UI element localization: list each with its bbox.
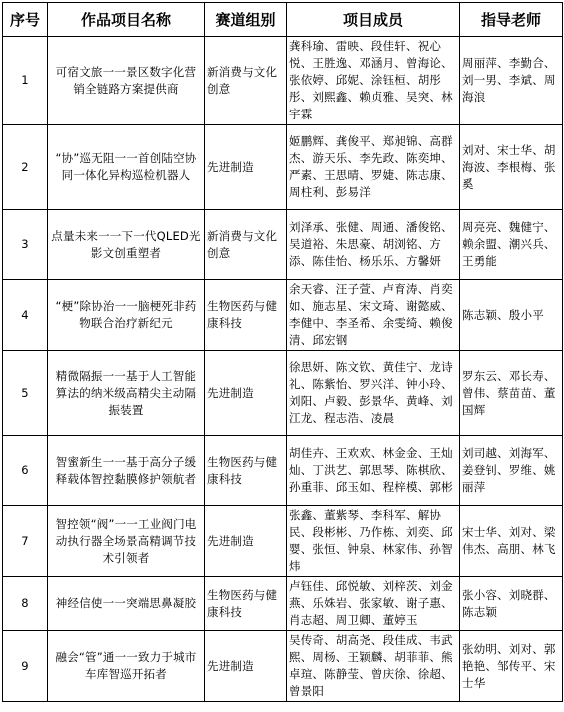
members: 徐思妍、陈文钦、黄佳宁、龙诗礼、陈紫怡、罗兴洋、钟小玲、刘阳、卢毅、彭景华、黄峰、刘江龙、程志浩、凌晨 <box>287 351 460 436</box>
table-row <box>3 210 563 280</box>
members: 刘泽承、张健、周通、潘俊铭、吴道裕、朱思豪、胡浏铭、方添、陈佳怡、杨乐乐、方馨妍 <box>287 210 460 280</box>
advisors: 周亮亮、魏健宁、赖余盟、潮兴兵、王勇能 <box>460 210 563 280</box>
row-number: 3 <box>3 210 48 280</box>
members: 胡佳卉、王欢欢、林金金、王灿灿、丁洪艺、郭思琴、陈棋欣、孙重菲、邱玉如、程梓模、郭彬 <box>287 436 460 506</box>
track: 生物医药与健康科技 <box>205 436 287 506</box>
track: 新消费与文化创意 <box>205 210 287 280</box>
advisors: 刘司越、刘海军、姜登钊、罗维、姚丽萍 <box>460 436 563 506</box>
advisors: 周丽萍、李勤合、刘一男、李斌、周海浪 <box>460 37 563 125</box>
project-name: “协”巡无阻一一首创陆空协同一体化异构巡检机器人 <box>48 125 205 210</box>
row-number: 2 <box>3 125 48 210</box>
track: 生物医药与健康科技 <box>205 577 287 631</box>
advisors: 张幼明、刘对、郭艳艳、邹传平、宋士华 <box>460 631 563 702</box>
table-row <box>3 506 563 577</box>
advisors: 宋士华、刘对、梁伟杰、高朋、林飞 <box>460 506 563 577</box>
table-row <box>3 280 563 351</box>
header-number: 序号 <box>3 3 48 37</box>
header-advisors: 指导老师 <box>460 3 563 37</box>
row-number: 1 <box>3 37 48 125</box>
row-number: 5 <box>3 351 48 436</box>
header-project-name: 作品项目名称 <box>48 3 205 37</box>
project-name: 点量未来一一下一代QLED光影文创重塑者 <box>48 210 205 280</box>
table-row <box>3 37 563 125</box>
members: 余天睿、汪子萱、卢育涛、肖奕如、施志星、宋文琦、谢懿威、李健中、李圣希、余雯绮、赖俊清、邱宏钢 <box>287 280 460 351</box>
track: 新消费与文化创意 <box>205 37 287 125</box>
track: 先进制造 <box>205 631 287 702</box>
advisors: 罗东云、邓长寿、曾伟、蔡苗苗、董国辉 <box>460 351 563 436</box>
award-table <box>2 2 563 702</box>
advisors: 陈志颖、殷小平 <box>460 280 563 351</box>
table-row <box>3 577 563 631</box>
members: 张鑫、董紫琴、李科军、解协民、段彬彬、乃作栋、刘奕、邱婴、张恒、钟泉、林家伟、孙智炜 <box>287 506 460 577</box>
advisors: 刘对、宋士华、胡海波、李根梅、张奚 <box>460 125 563 210</box>
advisors: 张小容、刘晓群、陈志颖 <box>460 577 563 631</box>
project-name: 智蜜新生一一基于高分子缓释载体智控黏膜修护领航者 <box>48 436 205 506</box>
project-name: 神经信使一一突端思鼻凝胶 <box>48 577 205 631</box>
track: 生物医药与健康科技 <box>205 280 287 351</box>
row-number: 9 <box>3 631 48 702</box>
track: 先进制造 <box>205 125 287 210</box>
table-row <box>3 351 563 436</box>
header-row <box>3 3 563 37</box>
project-name: 精微隔振一一基于人工智能算法的纳米级高精尖主动隔振装置 <box>48 351 205 436</box>
project-name: “梗”除协治一一脑梗死非药物联合治疗新纪元 <box>48 280 205 351</box>
row-number: 7 <box>3 506 48 577</box>
members: 卢钰佳、邱悦敏、刘梓茨、刘金燕、乐姝岩、张家敏、谢子惠、肖志超、周卫卿、董婷玉 <box>287 577 460 631</box>
project-name: 可宿文旅一一景区数字化营销全链路方案提供商 <box>48 37 205 125</box>
row-number: 8 <box>3 577 48 631</box>
row-number: 6 <box>3 436 48 506</box>
members: 龚科瑜、雷映、段佳轩、祝心悦、王胜逸、邓涵月、曾海论、张依婷、邱妮、涂钰桓、胡彤彤、刘熙鑫、赖贞雅、吴突、林宇霖 <box>287 37 460 125</box>
header-members: 项目成员 <box>287 3 460 37</box>
members: 吴传奇、胡高尧、段佳成、韦武熙、周杨、王颖麟、胡菲菲、熊卓瑄、陈静莹、曾庆徐、徐超、曾景阳 <box>287 631 460 702</box>
project-name: 融会“管”通一一致力于城市车库智巡开拓者 <box>48 631 205 702</box>
track: 先进制造 <box>205 506 287 577</box>
project-name: 智控领“阀”一一工业阀门电动执行器全场景高精调节技术引领者 <box>48 506 205 577</box>
header-track: 赛道组别 <box>205 3 287 37</box>
track: 先进制造 <box>205 351 287 436</box>
table-row <box>3 436 563 506</box>
table-row <box>3 631 563 702</box>
table-row <box>3 125 563 210</box>
members: 姬鹏辉、龚俊平、郑昶锦、高群杰、游天乐、李先政、陈奕坤、严素、王思晴、罗婕、陈志康、周柱利、彭易洋 <box>287 125 460 210</box>
row-number: 4 <box>3 280 48 351</box>
